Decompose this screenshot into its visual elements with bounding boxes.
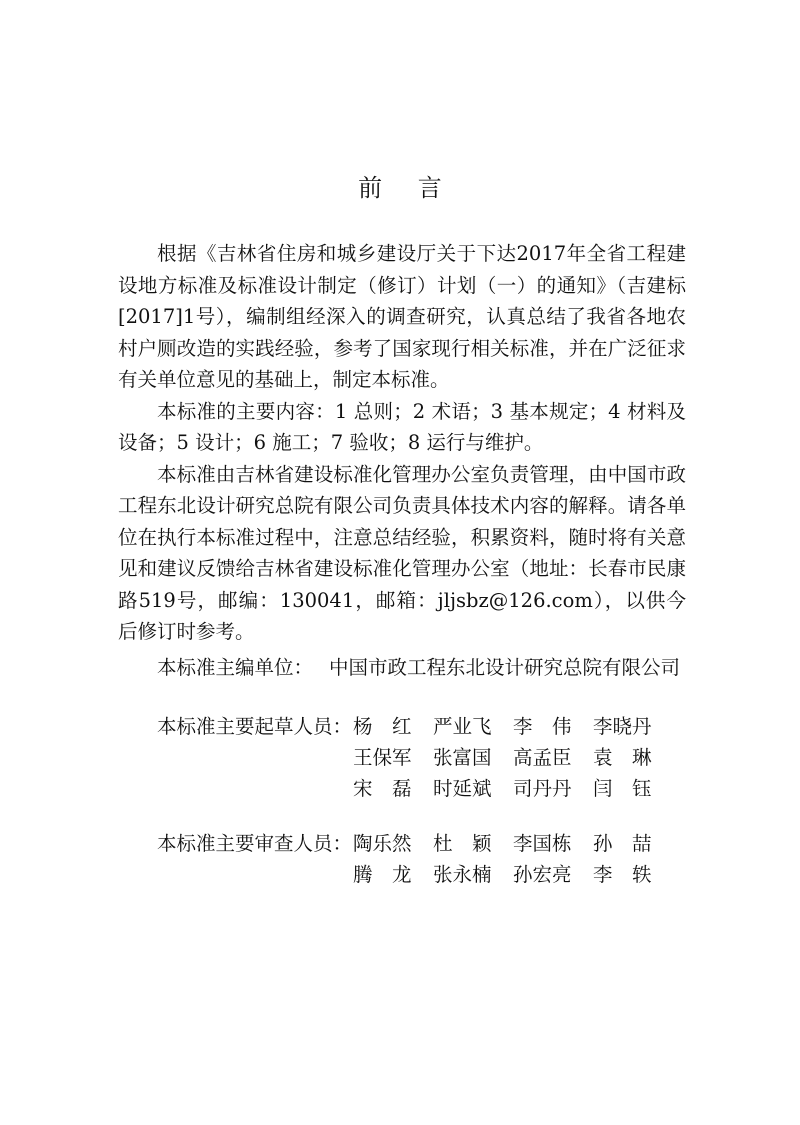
person-name: 袁 琳 — [593, 746, 652, 769]
person-name: 司丹丹 — [513, 777, 572, 800]
person-name: 时延斌 — [433, 777, 492, 800]
drafters-row — [157, 773, 673, 804]
person-name: 腾 龙 — [353, 863, 412, 886]
paragraph-contents: 本标准的主要内容：1 总则；2 术语；3 基本规定；4 材料及设备；5 设计；6 施工；7 验收；8 运行与维护。 — [118, 399, 686, 454]
chief-editor-label: 本标准主编单位： — [157, 656, 314, 679]
person-name: 杜 颖 — [433, 832, 492, 855]
person-name: 王保军 — [353, 746, 412, 769]
person-name: 孙 喆 — [593, 832, 652, 855]
drafters-list — [157, 711, 673, 804]
drafters-row — [157, 742, 673, 773]
person-name: 高孟臣 — [513, 746, 572, 769]
reviewers-list — [157, 828, 673, 890]
paragraph-basis: 根据《吉林省住房和城乡建设厅关于下达2017年全省工程建设地方标准及标准设计制定（修订）计划（一）的通知》（吉建标[2017]1号），编制组经深入的调查研究，认真总结了我省各地农村户厕改造的实践经验，参考了国家现行相关标准，并在广泛征求有关单位意见的基础上，制定本标准。 — [118, 242, 686, 391]
person-name: 张永楠 — [433, 863, 492, 886]
person-name: 严业飞 — [433, 715, 492, 738]
paragraph-management: 本标准由吉林省建设标准化管理办公室负责管理，由中国市政工程东北设计研究总院有限公司负责具体技术内容的解释。请各单位在执行本标准过程中，注意总结经验，积累资料，随时将有关意见和建议反馈给吉林省建设标准化管理办公室（地址：长春市民康路519号，邮编：130041，邮箱：jljsbz@126.com），以供今后修订时参考。 — [118, 462, 686, 643]
reviewers-row — [157, 859, 673, 890]
person-name: 李国栋 — [513, 832, 572, 855]
reviewers-label: 本标准主要审查人员： — [157, 832, 353, 855]
page-title: 前 言 — [358, 174, 456, 202]
reviewers-row — [157, 828, 673, 859]
person-name: 李晓丹 — [593, 715, 652, 738]
person-name: 李 轶 — [593, 863, 652, 886]
person-name: 孙宏亮 — [513, 863, 572, 886]
person-name: 闫 钰 — [593, 777, 652, 800]
preface-body — [118, 238, 686, 648]
person-name: 宋 磊 — [353, 777, 412, 800]
drafters-label: 本标准主要起草人员： — [157, 715, 353, 738]
person-name: 李 伟 — [513, 715, 572, 738]
chief-editor-unit — [157, 652, 680, 683]
person-name: 杨 红 — [353, 715, 412, 738]
person-name: 张富国 — [433, 746, 492, 769]
chief-editor-value: 中国市政工程东北设计研究总院有限公司 — [329, 656, 681, 679]
person-name: 陶乐然 — [353, 832, 412, 855]
drafters-row — [157, 711, 673, 742]
